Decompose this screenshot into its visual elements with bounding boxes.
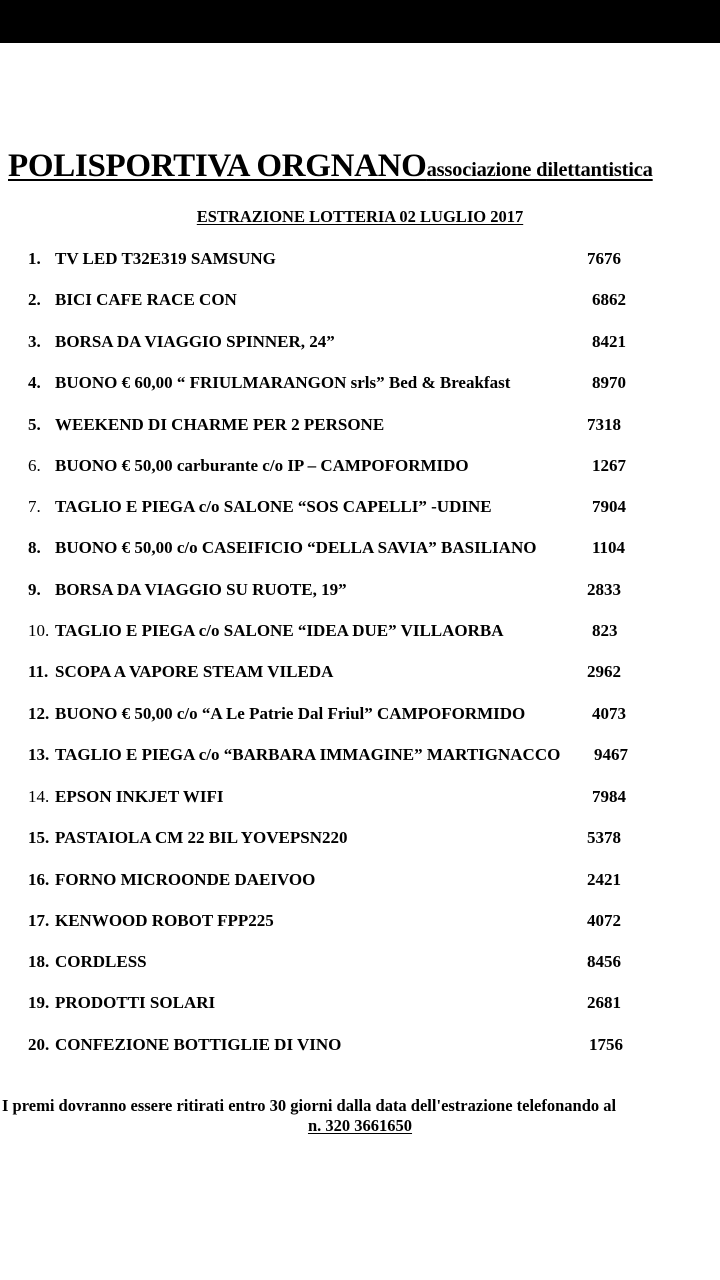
- prize-number: 16.: [28, 870, 50, 889]
- prize-description: BUONO € 50,00 carburante c/o IP – CAMPOFORMIDO: [55, 456, 469, 475]
- prize-number: 12.: [28, 704, 50, 723]
- prize-row: [0, 870, 720, 894]
- prize-description: BORSA DA VIAGGIO SPINNER, 24”: [55, 332, 335, 351]
- winning-ticket: 7984: [592, 787, 626, 806]
- prize-number: 18.: [28, 952, 50, 971]
- prize-description: TV LED T32E319 SAMSUNG: [55, 249, 276, 268]
- winning-ticket: 2962: [587, 662, 621, 681]
- prize-number: 6.: [28, 456, 41, 475]
- prize-description: TAGLIO E PIEGA c/o SALONE “IDEA DUE” VILLAORBA: [55, 621, 504, 640]
- prize-description: BUONO € 50,00 c/o CASEIFICIO “DELLA SAVIA” BASILIANO: [55, 538, 537, 557]
- prize-row: [0, 662, 720, 686]
- prize-description: BICI CAFE RACE CON: [55, 290, 237, 309]
- winning-ticket: 7676: [587, 249, 621, 268]
- prize-description: BUONO € 50,00 c/o “A Le Patrie Dal Friul” CAMPOFORMIDO: [55, 704, 526, 723]
- prize-number: 5.: [28, 415, 41, 434]
- winning-ticket: 823: [592, 621, 618, 640]
- winning-ticket: 2681: [587, 993, 621, 1012]
- winning-ticket: 1756: [589, 1035, 623, 1054]
- prize-row: [0, 745, 720, 769]
- prize-description: TAGLIO E PIEGA c/o “BARBARA IMMAGINE” MARTIGNACCO: [55, 745, 561, 764]
- contact-phone: n. 320 3661650: [307, 1116, 413, 1135]
- prize-number: 13.: [28, 745, 50, 764]
- prize-number: 10.: [28, 621, 50, 640]
- winning-ticket: 7318: [587, 415, 621, 434]
- prize-description: PRODOTTI SOLARI: [55, 993, 216, 1012]
- prize-row: [0, 538, 720, 562]
- prize-number: 11.: [28, 662, 49, 681]
- winning-ticket: 1104: [592, 538, 626, 557]
- prize-number: 20.: [28, 1035, 50, 1054]
- prize-row: [0, 290, 720, 314]
- prize-number: 4.: [28, 373, 41, 392]
- winning-ticket: 8970: [592, 373, 626, 392]
- prize-number: 2.: [28, 290, 41, 309]
- winning-ticket: 4072: [587, 911, 621, 930]
- prize-number: 8.: [28, 538, 41, 557]
- prize-number: 9.: [28, 580, 41, 599]
- prize-row: [0, 456, 720, 480]
- prize-number: 14.: [28, 787, 50, 806]
- prize-description: BUONO € 60,00 “ FRIULMARANGON srls” Bed & Breakfast: [55, 373, 511, 392]
- winning-ticket: 8456: [587, 952, 621, 971]
- prize-row: [0, 621, 720, 645]
- prize-description: FORNO MICROONDE DAEIVOO: [55, 870, 316, 889]
- prize-description: CORDLESS: [55, 952, 147, 971]
- prize-row: [0, 911, 720, 935]
- prize-number: 7.: [28, 497, 41, 516]
- prize-row: [0, 332, 720, 356]
- prize-row: [0, 373, 720, 397]
- prize-description: BORSA DA VIAGGIO SU RUOTE, 19”: [55, 580, 347, 599]
- prize-number: 17.: [28, 911, 50, 930]
- winning-ticket: 4073: [592, 704, 626, 723]
- organization-name: POLISPORTIVA ORGNANO: [8, 148, 427, 184]
- prize-row: [0, 580, 720, 604]
- prize-number: 3.: [28, 332, 41, 351]
- winning-ticket: 2421: [587, 870, 621, 889]
- winning-ticket: 5378: [587, 828, 621, 847]
- prize-row: [0, 249, 720, 273]
- prize-description: CONFEZIONE BOTTIGLIE DI VINO: [55, 1035, 342, 1054]
- prize-row: [0, 1035, 720, 1059]
- prize-row: [0, 787, 720, 811]
- prize-description: KENWOOD ROBOT FPP225: [55, 911, 274, 930]
- prize-row: [0, 497, 720, 521]
- status-bar: [0, 0, 720, 43]
- prize-row: [0, 415, 720, 439]
- lottery-subtitle: ESTRAZIONE LOTTERIA 02 LUGLIO 2017: [196, 207, 524, 226]
- winning-ticket: 7904: [592, 497, 626, 516]
- prize-number: 19.: [28, 993, 50, 1012]
- prize-description: PASTAIOLA CM 22 BIL YOVEPSN220: [55, 828, 348, 847]
- page-title: [8, 148, 653, 185]
- winning-ticket: 8421: [592, 332, 626, 351]
- prize-row: [0, 993, 720, 1017]
- winning-ticket: 2833: [587, 580, 621, 599]
- prize-description: WEEKEND DI CHARME PER 2 PERSONE: [55, 415, 385, 434]
- winning-ticket: 1267: [592, 456, 626, 475]
- prize-number: 15.: [28, 828, 50, 847]
- organization-type: associazione dilettantistica: [426, 159, 653, 181]
- prize-row: [0, 828, 720, 852]
- winning-ticket: 9467: [594, 745, 628, 764]
- prize-description: EPSON INKJET WIFI: [55, 787, 224, 806]
- prize-row: [0, 952, 720, 976]
- prize-number: 1.: [28, 249, 41, 268]
- winning-ticket: 6862: [592, 290, 626, 309]
- pickup-instructions: I premi dovranno essere ritirati entro 30 giorni dalla data dell'estrazione telefonando al: [2, 1096, 617, 1115]
- prize-description: TAGLIO E PIEGA c/o SALONE “SOS CAPELLI” -UDINE: [55, 497, 492, 516]
- prize-description: SCOPA A VAPORE STEAM VILEDA: [55, 662, 334, 681]
- prize-row: [0, 704, 720, 728]
